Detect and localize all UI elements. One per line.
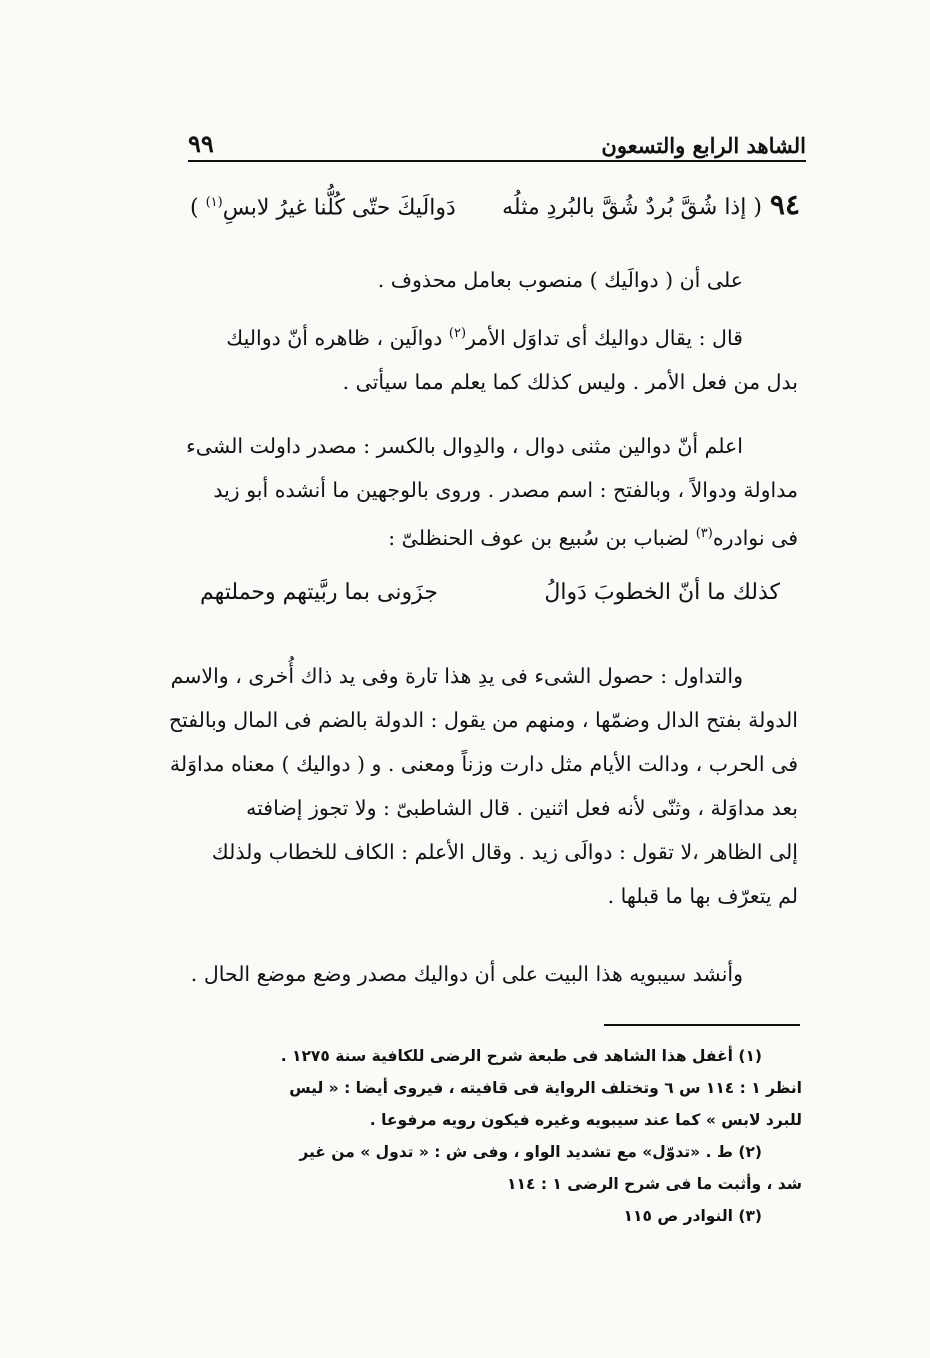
footnote-rule (604, 1024, 800, 1026)
running-header (188, 122, 806, 158)
text-line: بعد مداوَلة ، وثنّى لأنه فعل اثنين . قال الشاطبىّ : ولا تجوز إضافته (246, 796, 798, 820)
footnote-line: (١) أغفل هذا الشاهد فى طبعة شرح الرضى للكافية سنة ١٢٧٥ . (280, 1047, 762, 1065)
header-title: الشاهد الرابع والتسعون (601, 133, 806, 158)
text-segment: لضباب بن سُبيع بن عوف الحنظلىّ : (388, 525, 696, 550)
text-line: بدل من فعل الأمر . وليس كذلك كما يعلم مما سيأتى . (342, 369, 798, 394)
footnote-mark-3: (٣) (695, 526, 713, 541)
header-rule (188, 160, 806, 162)
text-line (188, 512, 798, 560)
verse-number: ٩٤ (769, 188, 800, 221)
paragraph-2 (188, 312, 798, 404)
text-segment: قال : يقال دواليك أى تداوَل الأمر (466, 325, 743, 350)
verse-hemistich-2 (190, 195, 456, 220)
footnote-line: للبرد لابس » كما عند سيبويه وغيره فيكون رويه مرفوعا . (369, 1111, 802, 1129)
verse-hemistich-1: ( إذا شُقَّ بُردٌ شُقَّ بالبُردِ مثلُه (502, 195, 762, 220)
paragraph-3 (188, 424, 798, 560)
text-line: اعلم أنّ دوالين مثنى دوال ، والدِوال بالكسر : مصدر داولت الشىء (186, 434, 743, 458)
verse-close-paren: ) (190, 195, 199, 220)
verse-hemistich-2-text: دَوالَيكَ حتّى كُلُّنا غيرُ لابسِ (222, 195, 456, 220)
verse-94 (190, 188, 800, 221)
footnote-mark-2: (٢) (448, 326, 467, 341)
paragraph-4 (168, 654, 798, 918)
text-line: على أن ( دوالَيك ) منصوب بعامل محذوف . (377, 268, 743, 292)
paragraph-1 (188, 258, 798, 302)
text-line: وأنشد سيبويه هذا البيت على أن دواليك مصدر وضع موضع الحال . (190, 962, 743, 986)
text-line: مداولة ودوالاً ، وبالفتح : اسم مصدر . وروى بالوجهين ما أنشده أبو زيد (213, 478, 798, 502)
text-line (188, 312, 798, 360)
footnote-line: شد ، وأثبت ما فى شرح الرضى ١ : ١١٤ (507, 1175, 802, 1193)
text-segment: دوالَين ، ظاهره أنّ دواليك (226, 325, 449, 350)
text-line: الدولة بفتح الدال وضمّها ، ومنهم من يقول : الدولة بالضم فى المال وبالفتح (168, 708, 798, 732)
footnote-line: انظر ١ : ١١٤ س ٦ وتختلف الرواية فى قافيته ، فيروى أيضا : « ليس (289, 1079, 802, 1097)
text-line: فى الحرب ، ودالت الأيام مثل دارت وزناً ومعنى . و ( دواليك ) معناه مداوَلة (169, 752, 798, 776)
text-line: إلى الظاهر ،لا تقول : دوالَى زيد . وقال الأعلم : الكاف للخطاب ولذلك (211, 840, 798, 864)
footnote-line: (٢) ط . «تدوّل» مع تشديد الواو ، وفى ش : « تدول » من غير (299, 1143, 762, 1161)
footnote-mark-1: (١) (205, 194, 223, 210)
footnotes (188, 1040, 802, 1232)
quoted-hemistich-1: جزَونى بما ربَّيتهم وحملتهم (200, 580, 438, 605)
quoted-hemistich-2: كذلك ما أنّ الخطوبَ دَوالُ (544, 580, 780, 605)
text-line: لم يتعرّف بها ما قبلها . (607, 884, 798, 908)
paragraph-5 (188, 952, 798, 996)
footnote-line: (٣) النوادر ص ١١٥ (623, 1207, 762, 1225)
text-segment: فى نوادره (712, 525, 798, 550)
text-line: والتداول : حصول الشىء فى يدِ هذا تارة وفى يد ذاك أُخرى ، والاسم (170, 664, 743, 688)
page-number: ٩٩ (188, 129, 214, 158)
quoted-verse (200, 580, 780, 605)
